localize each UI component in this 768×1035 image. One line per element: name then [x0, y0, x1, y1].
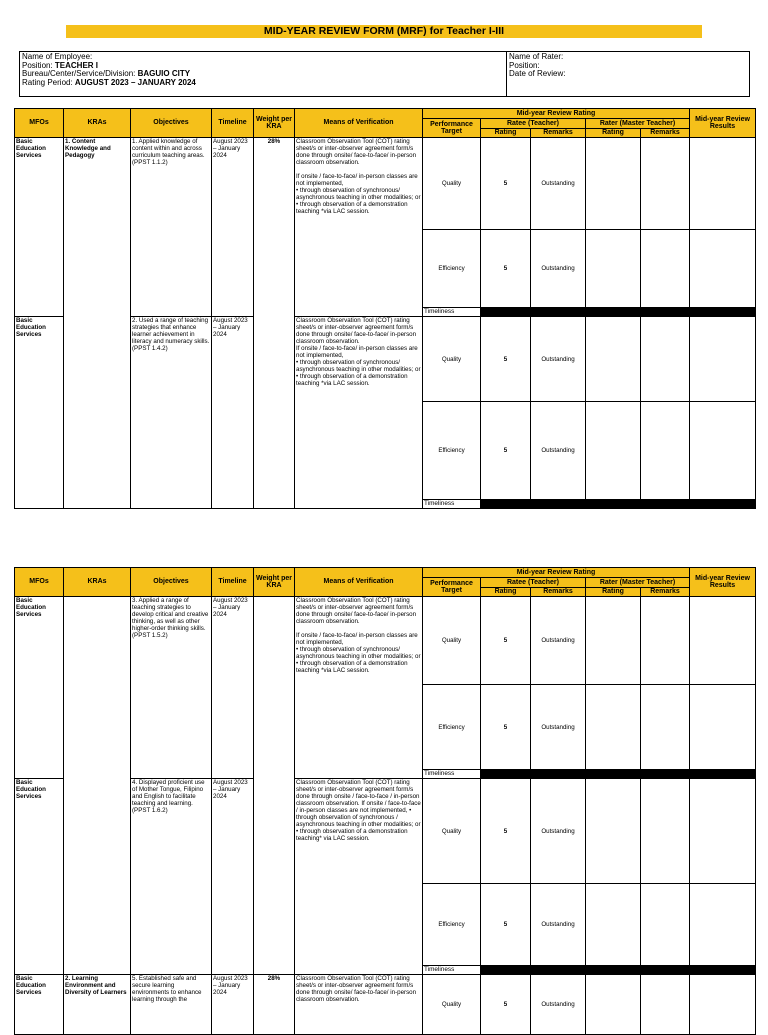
kra-cell: 2. Learning Environment and Diversity of Learners [64, 975, 131, 1035]
header-mov: Means of Verification [295, 568, 423, 597]
objective-cell: 5. Established safe and secure learning environments to enhance learning through the [131, 975, 212, 1035]
objective-cell: 2. Used a range of teaching strategies that enhance learner achievement in literacy and numeracy skills. (PPST 1.4.2) [131, 317, 212, 509]
header-weight: Weight per KRA [254, 109, 295, 138]
ratee-remarks: Outstanding [531, 975, 586, 1035]
target-quality: Quality [423, 138, 481, 230]
timeliness-blackout [481, 308, 756, 317]
ratee-remarks: Outstanding [531, 884, 586, 966]
mov-cell: Classroom Observation Tool (COT) rating sheet/s or inter-observer agreement form/s done through onsite/ face-to-face/ in-person classroom observation. If onsite / face-to-face/ in-person classes are not implemented, • through observation of synchronous/ asynchronous teaching in other modalities; or • through observation of a demonstration teaching *via LAC session. [295, 138, 423, 317]
timeline-cell: August 2023 – January 2024 [212, 975, 254, 1035]
ratee-rating: 5 [481, 779, 531, 884]
header-ratee: Ratee (Teacher) [481, 578, 586, 588]
target-efficiency: Efficiency [423, 685, 481, 770]
ratee-rating: 5 [481, 138, 531, 230]
timeline-cell: August 2023 – January 2024 [212, 779, 254, 975]
header-timeline: Timeline [212, 568, 254, 597]
rater-remarks [641, 138, 690, 230]
employee-info-left [22, 53, 196, 87]
header-rater-rating: Rating [586, 129, 641, 138]
header-ratee-rating: Rating [481, 588, 531, 597]
rater-name-label: Name of Rater: [509, 52, 564, 61]
objective-cell: 3. Applied a range of teaching strategies to develop critical and creative thinking, as well as other higher-order thinking skills. (PPST 1.5.2) [131, 597, 212, 779]
employee-name-label: Name of Employee: [22, 52, 93, 61]
ratee-rating: 5 [481, 597, 531, 685]
weight-cell: 28% [254, 975, 295, 1035]
rater-remarks [641, 685, 690, 770]
header-ratee-remarks: Remarks [531, 129, 586, 138]
rater-remarks [641, 884, 690, 966]
header-mfos: MFOs [15, 109, 64, 138]
review-result [690, 138, 756, 230]
rater-remarks [641, 230, 690, 308]
header-rater-remarks: Remarks [641, 129, 690, 138]
mfo-cell: Basic Education Services [15, 597, 64, 779]
review-result [690, 597, 756, 685]
ratee-remarks: Outstanding [531, 685, 586, 770]
ratee-rating: 5 [481, 402, 531, 500]
objective-cell: 1. Applied knowledge of content within and across curriculum teaching areas. (PPST 1.1.2) [131, 138, 212, 317]
target-efficiency: Efficiency [423, 230, 481, 308]
mov-cell: Classroom Observation Tool (COT) rating sheet/s or inter-observer agreement form/s done through onsite/ face-to-face/ in-person classroom observation. [295, 975, 423, 1035]
rater-remarks [641, 779, 690, 884]
header-ratee-remarks: Remarks [531, 588, 586, 597]
header-rater: Rater (Master Teacher) [586, 119, 690, 129]
table-row [15, 597, 756, 685]
header-objectives: Objectives [131, 568, 212, 597]
objective-cell: 4. Displayed proficient use of Mother Tongue, Filipino and English to facilitate teaching and learning. (PPST 1.6.2) [131, 779, 212, 975]
review-result [690, 884, 756, 966]
weight-cell [254, 597, 295, 975]
header-mfos: MFOs [15, 568, 64, 597]
rater-rating [586, 402, 641, 500]
header-myrr: Mid-year Review Rating [423, 568, 690, 578]
mfo-cell: Basic Education Services [15, 138, 64, 317]
review-result [690, 975, 756, 1035]
header-myr-results: Mid-year Review Results [690, 568, 756, 597]
ratee-remarks: Outstanding [531, 597, 586, 685]
header-myrr: Mid-year Review Rating [423, 109, 690, 119]
ratee-remarks: Outstanding [531, 402, 586, 500]
timeliness-blackout [481, 770, 756, 779]
header-perf-target: Performance Target [423, 578, 481, 597]
kra-cell [64, 597, 131, 975]
form-title: MID-YEAR REVIEW FORM (MRF) for Teacher I-III [66, 25, 702, 38]
rater-remarks [641, 597, 690, 685]
mfo-cell: Basic Education Services [15, 779, 64, 975]
header-kras: KRAs [64, 568, 131, 597]
target-timeliness: Timeliness [423, 500, 481, 509]
header-rater: Rater (Master Teacher) [586, 578, 690, 588]
table-row [15, 138, 756, 230]
review-table-1 [14, 108, 756, 509]
review-result [690, 402, 756, 500]
table-row [15, 975, 756, 1035]
mfo-cell: Basic Education Services [15, 317, 64, 509]
target-quality: Quality [423, 317, 481, 402]
header-myr-results: Mid-year Review Results [690, 109, 756, 138]
review-result [690, 779, 756, 884]
review-date-label: Date of Review: [509, 69, 566, 79]
review-result [690, 685, 756, 770]
header-kras: KRAs [64, 109, 131, 138]
rater-rating [586, 975, 641, 1035]
rater-rating [586, 230, 641, 308]
timeliness-blackout [481, 500, 756, 509]
rater-rating [586, 779, 641, 884]
rater-rating [586, 884, 641, 966]
mov-cell: Classroom Observation Tool (COT) rating sheet/s or inter-observer agreement form/s done through onsite / face-to-face / in-person classroom observation. If onsite / face-to-face / in-person classes are not implemented, • through observation of synchronous / asynchronous teaching in other modalities; or • through observation of a demonstration teaching* via LAC session. [295, 779, 423, 975]
kra-cell: 1. Content Knowledge and Pedagogy [64, 138, 131, 509]
mov-cell: Classroom Observation Tool (COT) rating sheet/s or inter-observer agreement form/s done through onsite/ face-to-face/ in-person classroom observation. If onsite / face-to-face/ in-person classes are not implemented, • through observation of synchronous/ asynchronous teaching in other modalities; or • through observation of a demonstration teaching *via LAC session. [295, 597, 423, 779]
header-objectives: Objectives [131, 109, 212, 138]
header-perf-target: Performance Target [423, 119, 481, 138]
rater-rating [586, 685, 641, 770]
weight-cell: 28% [254, 138, 295, 509]
rater-rating [586, 317, 641, 402]
timeline-cell: August 2023 – January 2024 [212, 317, 254, 509]
review-result [690, 230, 756, 308]
ratee-remarks: Outstanding [531, 779, 586, 884]
ratee-rating: 5 [481, 317, 531, 402]
header-mov: Means of Verification [295, 109, 423, 138]
ratee-remarks: Outstanding [531, 138, 586, 230]
rater-remarks [641, 317, 690, 402]
target-quality: Quality [423, 975, 481, 1035]
ratee-remarks: Outstanding [531, 317, 586, 402]
employee-info-box [19, 51, 750, 97]
review-table-2 [14, 567, 756, 1035]
ratee-rating: 5 [481, 230, 531, 308]
target-efficiency: Efficiency [423, 402, 481, 500]
mov-cell: Classroom Observation Tool (COT) rating sheet/s or inter-observer agreement form/s done through onsite/ face-to-face/ in-person classroom observation. If onsite / face-to-face/ in-person classes are not implemented, • through observation of synchronous/ asynchronous teaching in other modalities; or • through observation of a demonstration teaching *via LAC session. [295, 317, 423, 509]
ratee-remarks: Outstanding [531, 230, 586, 308]
header-ratee: Ratee (Teacher) [481, 119, 586, 129]
rating-period: Rating Period: AUGUST 2023 – JANUARY 2024 [22, 77, 196, 87]
employee-position: Position: TEACHER I [22, 60, 99, 70]
target-quality: Quality [423, 597, 481, 685]
target-timeliness: Timeliness [423, 770, 481, 779]
header-ratee-rating: Rating [481, 129, 531, 138]
header-weight: Weight per KRA [254, 568, 295, 597]
ratee-rating: 5 [481, 685, 531, 770]
rater-position-label: Position: [509, 60, 540, 70]
header-timeline: Timeline [212, 109, 254, 138]
ratee-rating: 5 [481, 884, 531, 966]
mfo-cell: Basic Education Services [15, 975, 64, 1035]
rater-remarks [641, 402, 690, 500]
review-result [690, 317, 756, 402]
rater-info [506, 52, 565, 97]
header-rater-remarks: Remarks [641, 588, 690, 597]
target-quality: Quality [423, 779, 481, 884]
target-timeliness: Timeliness [423, 966, 481, 975]
timeline-cell: August 2023 – January 2024 [212, 138, 254, 317]
header-rater-rating: Rating [586, 588, 641, 597]
timeline-cell: August 2023 – January 2024 [212, 597, 254, 779]
rater-rating [586, 138, 641, 230]
target-timeliness: Timeliness [423, 308, 481, 317]
employee-bureau: Bureau/Center/Service/Division: BAGUIO CITY [22, 69, 191, 79]
target-efficiency: Efficiency [423, 884, 481, 966]
rater-rating [586, 597, 641, 685]
ratee-rating: 5 [481, 975, 531, 1035]
timeliness-blackout [481, 966, 756, 975]
rater-remarks [641, 975, 690, 1035]
